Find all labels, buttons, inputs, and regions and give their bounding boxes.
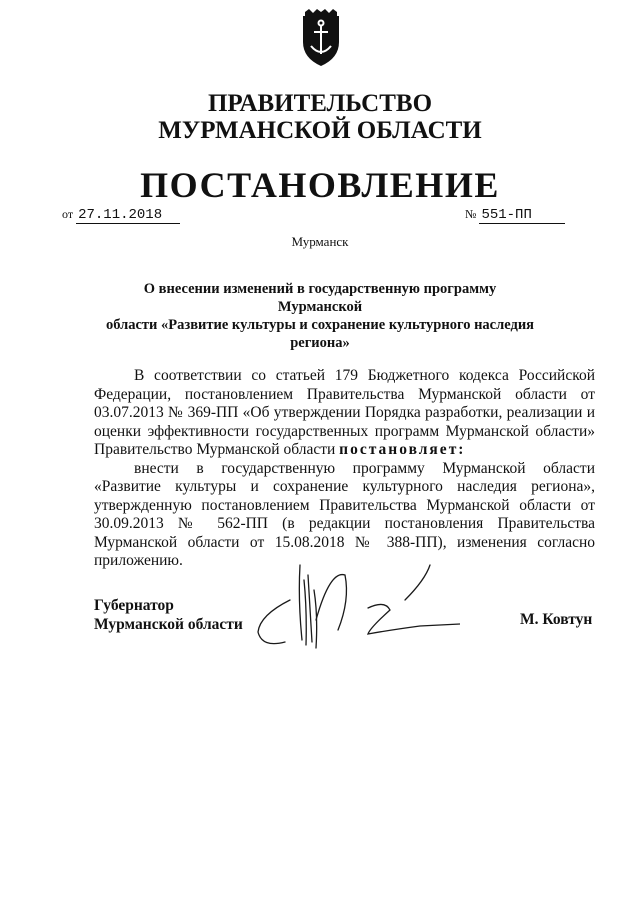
handwritten-signature (250, 560, 460, 660)
decree-word: постановляет: (339, 441, 466, 458)
subject-line-1: О внесении изменений в государственную программу Мурманской (143, 281, 497, 315)
date-prefix: от (62, 207, 74, 221)
number-value: 551-ПП (479, 207, 565, 224)
preamble-text: В соответствии со статьей 179 Бюджетного кодекса Российской Федерации, постановлением Правительства Мурманской области от 03.07.2013 № 369-ПП «Об утверждении Порядка разработки, реализации и оценки эффективности государственных программ Мурманской области» Правительство Мурманской области (94, 367, 595, 458)
signatory-title-line-1: Губернатор (94, 597, 174, 614)
subject-line-2: области «Развитие культуры и сохранение культурного наследия (105, 317, 535, 333)
coat-of-arms-icon (299, 8, 343, 68)
body-paragraph-2: внести в государственную программу Мурманской области «Развитие культуры и сохранение культурного наследия региона», утвержденную постановлением Правительства Мурманской области от 30.09.2013 № 562-ПП (в редакции постановления Правительства Мурманской области от 15.08.2018 № 388-ПП), изменения согласно приложению. (94, 459, 595, 569)
organization-title (0, 90, 640, 144)
org-line-2: МУРМАНСКОЙ ОБЛАСТИ (158, 117, 482, 144)
signatory-title (94, 596, 243, 634)
org-line-1: ПРАВИТЕЛЬСТВО (207, 90, 433, 117)
subject-heading (100, 280, 540, 352)
document-type: ПОСТАНОВЛЕНИЕ (140, 165, 500, 205)
number-block (465, 207, 565, 224)
date-block (62, 207, 180, 224)
city: Мурманск (291, 234, 349, 249)
document-body (94, 367, 595, 571)
subject-line-3: региона» (290, 335, 350, 351)
date-value: 27.11.2018 (76, 207, 180, 224)
body-paragraph-1 (94, 367, 595, 460)
signatory-title-line-2: Мурманской области (94, 616, 243, 633)
number-prefix: № (465, 207, 477, 221)
signatory-name: М. Ковтун (520, 611, 593, 628)
